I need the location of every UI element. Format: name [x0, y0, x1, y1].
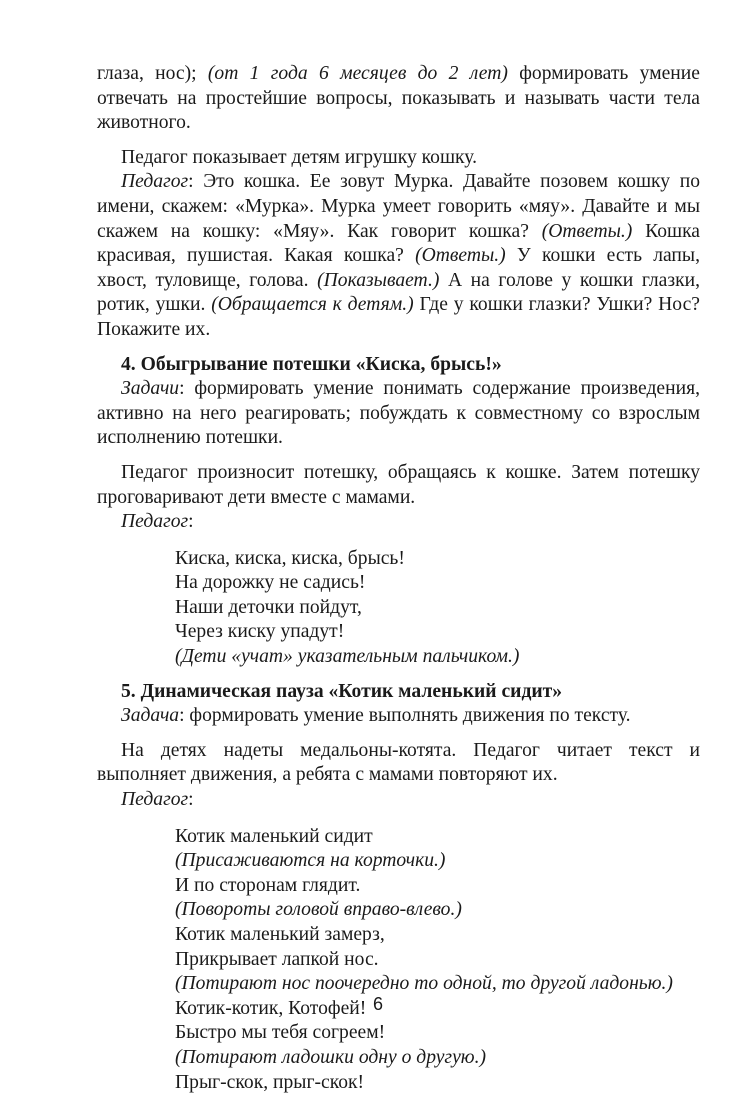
section-4-poem [175, 547, 700, 670]
text-run: : формировать умение понимать содержание произведения, активно на него реагировать; побуждать к совместному со взрослым исполнению потешки. [97, 378, 700, 449]
text-run: Где у кошки глазки? Ушки? Нос? Покажите их. [97, 294, 700, 340]
page-text [97, 62, 700, 1095]
poem-line: Быстро мы тебя согреем! [175, 1022, 386, 1044]
poem-line: Киска, киска, киска, брысь! [175, 547, 405, 569]
section-4-heading: 4. Обыгрывание потешки «Киска, брысь!» [121, 353, 502, 375]
section-4-task [97, 377, 700, 451]
speaker-label: Педагог [121, 789, 189, 811]
poem-line: Через киску упадут! [175, 621, 345, 643]
task-label: Задача [121, 705, 180, 727]
text-run: : формировать умение выполнять движения по тексту. [179, 705, 631, 727]
age-range: (от 1 года 6 месяцев до 2 лет) [207, 63, 508, 84]
paragraph-2: Педагог показывает детям игрушку кошку. [121, 146, 478, 168]
paragraph-1 [97, 62, 700, 136]
poem-line: На дорожку не садись! [175, 572, 366, 594]
speaker-label: Педагог [121, 511, 189, 533]
stage-note: (Показывает.) [317, 269, 440, 291]
stage-note: (Обращается к детям.) [211, 294, 414, 316]
section-5-poem [175, 825, 700, 1095]
poem-note: (Присаживаются на корточки.) [175, 850, 446, 872]
poem-note: (Потирают ладошки одну о другую.) [175, 1046, 487, 1068]
poem-note: (Дети «учат» указательным пальчиком.) [175, 646, 520, 668]
text-run: глаза, нос); [97, 63, 208, 84]
paragraph-3 [97, 170, 700, 342]
text-run: : Это кошка. Ее зовут Мурка. Давайте позовем кошку по имени, скажем: «Мурка». Мурка умеет говорить «мяу». Давайте и мы скажем на кошку: «Мяу». Как говорит кошка? [97, 171, 700, 242]
poem-line: Прикрывает лапкой нос. [175, 948, 379, 970]
poem-line: Прыг-скок, прыг-скок! [175, 1071, 365, 1093]
section-5-task [97, 704, 700, 729]
text-run: Кошка красивая, пушистая. Какая кошка? [97, 220, 700, 267]
poem-line: Котик маленький замерз, [175, 924, 385, 945]
poem-line: Котик маленький сидит [175, 825, 373, 847]
poem-note: (Потирают нос поочередно то одной, то другой ладонью.) [175, 973, 673, 995]
text-run: формировать умение отвечать на простейшие вопросы, показывать и называть части тела животного. [97, 63, 700, 134]
poem-line: Котик-котик, Котофей! [175, 997, 367, 1019]
text-run: У кошки есть лапы, хвост, туловище, голова. [97, 245, 700, 291]
stage-note: (Ответы.) [541, 220, 633, 242]
speaker-label: Педагог [121, 171, 189, 193]
task-label: Задачи [121, 378, 180, 400]
page-number: 6 [372, 994, 383, 1014]
section-4-paragraph: Педагог произносит потешку, обращаясь к кошке. Затем потешку проговаривают дети вместе с мамами. [97, 461, 700, 508]
section-4-speaker: Педагог: [121, 511, 194, 533]
poem-note: (Повороты головой вправо-влево.) [175, 899, 462, 921]
text-run: А на голове у кошки глазки, ротик, ушки. [97, 269, 700, 316]
section-5-paragraph: На детях надеты медальоны-котята. Педагог читает текст и выполняет движения, а ребята с мамами повторяют их. [97, 739, 700, 786]
poem-line: И по сторонам глядит. [175, 874, 361, 896]
section-5-speaker: Педагог: [121, 789, 194, 811]
poem-line: Наши деточки пойдут, [175, 596, 362, 618]
stage-note: (Ответы.) [415, 245, 506, 267]
section-5-heading: 5. Динамическая пауза «Котик маленький сидит» [121, 680, 563, 702]
